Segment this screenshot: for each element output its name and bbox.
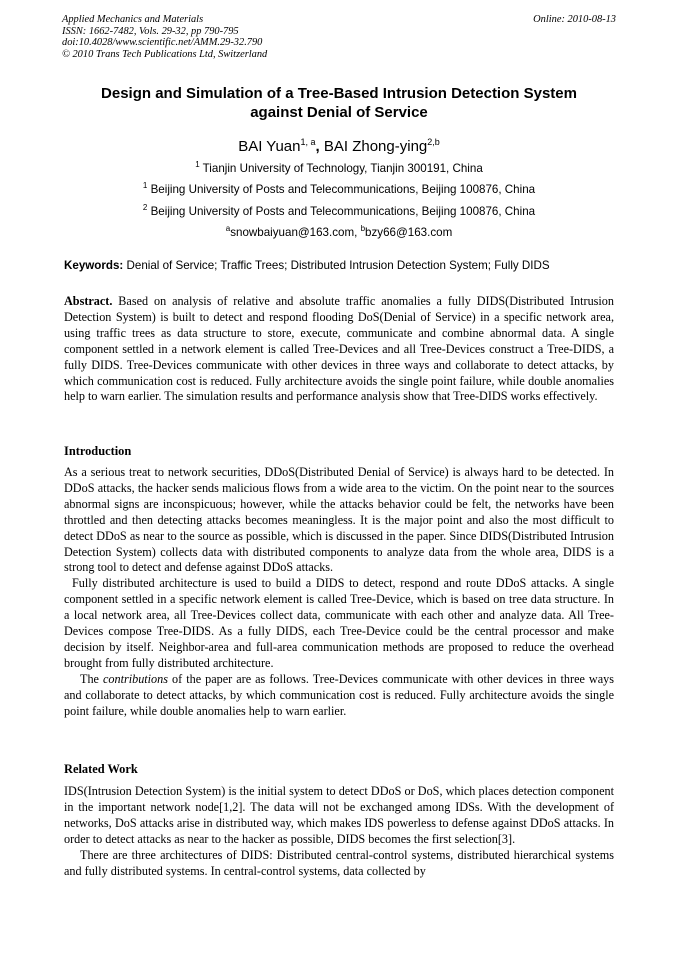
doi-line: doi:10.4028/www.scientific.net/AMM.29-32.790 — [62, 37, 263, 49]
affiliation-3-text: Beijing University of Posts and Telecommunications, Beijing 100876, China — [150, 204, 536, 218]
author-2: BAI Zhong-ying — [323, 138, 428, 155]
contributions-post: of the paper are as follows. Tree-Devices communicate with other devices in three ways and collaborate to detect attacks, by which communication cost is reduced. Fully architecture avoids the single point failure, while double anomalies help to warn earlier. — [64, 671, 614, 718]
contributions-pre: The — [80, 671, 103, 686]
affiliation-3-sup: 2 — [142, 203, 148, 212]
related-work-heading: Related Work — [64, 762, 138, 776]
affiliation-1 — [62, 158, 616, 176]
email-a: snowbaiyuan@163.com — [230, 225, 355, 239]
keywords-label: Keywords: — [64, 259, 124, 272]
paper-title — [62, 84, 616, 122]
affiliation-3 — [62, 201, 616, 219]
affiliation-1-text: Tianjin University of Technology, Tianjin 300191, China — [202, 161, 483, 175]
author-1: BAI Yuan — [238, 138, 301, 155]
affiliation-2-sup: 1 — [142, 181, 148, 190]
introduction-body — [64, 465, 614, 720]
related-work-paragraph-1: IDS(Intrusion Detection System) is the initial system to detect DDoS or DoS, which places detection component in the important network node[1,2]. The data will not be exchanged among IDSs. With the development of networks, DoS attacks arise in distributed way, which makes IDS powerless to defense against DDoS attacks. In order to detect attacks as near to the hacker as possible, DIDS becomes the first selection[3]. — [64, 784, 614, 846]
author-2-sup: 2,b — [427, 137, 440, 147]
journal-name: Applied Mechanics and Materials — [62, 14, 204, 25]
author-1-sup: 1, a — [300, 137, 316, 147]
keywords — [64, 259, 624, 273]
introduction-paragraph-3 — [64, 672, 614, 720]
related-work-body — [64, 784, 614, 879]
email-b-sup: b — [360, 224, 366, 233]
abstract — [64, 294, 614, 405]
author-emails — [62, 222, 616, 240]
copyright-line: © 2010 Trans Tech Publications Ltd, Switzerland — [62, 48, 268, 60]
contributions-emphasis: contributions — [102, 671, 168, 686]
introduction-paragraph-1: As a serious treat to network securities, DDoS(Distributed Denial of Service) is always hard to be detected. In DDoS attacks, the hacker sends malicious flows from a wide area to the victim. On the point near to the sources abnormal signs are inconspicuous; however, while the attacks behavior could be felt, the networks have been throttled and then detecting attacks becomes meaningless. It is the major point and also the most difficult to detect DDoS as near to the source as possible, which is discussed in the paper. Since DIDS(Distributed Intrusion Detection System) collects data with distributed components to analyze data from the whole area, DIDS is a strong tool to detect and defense against DDoS attacks. — [64, 465, 614, 575]
online-date: Online: 2010-08-13 — [533, 14, 616, 25]
journal-header — [62, 14, 616, 60]
email-separator: , — [354, 225, 361, 239]
introduction-paragraph-2: Fully distributed architecture is used to build a DIDS to detect, respond and route DDoS attacks. A single component settled in a specific network element is called Tree-Device, which is based on tree data structure. In a local network area, all Tree-Devices collect data, communicate with each other and analyze data. All Tree-Devices compose Tree-DIDS. As a fully DIDS, each Tree-Device could be the central processor and make decision by itself. Neighbor-area and full-area communication methods are proposed to reduce the overhead brought from fully distributed architecture. — [64, 576, 614, 670]
issn-line: ISSN: 1662-7482, Vols. 29-32, pp 790-795 — [62, 25, 239, 37]
email-b: bzy66@163.com — [365, 225, 453, 239]
affiliation-2 — [62, 179, 616, 197]
abstract-label: Abstract. — [64, 294, 113, 308]
title-line-2: against Denial of Service — [250, 104, 428, 121]
abstract-text: Based on analysis of relative and absolute traffic anomalies a fully DIDS(Distributed Intrusion Detection System) is built to detect and respond flooding DoS(Denial of Service) in a specific network area, using traffic trees as data structure to store, execute, communicate and combine abnormal data. A single component settled in a network element is called Tree-Devices and all Tree-Devices construct a Tree-DIDS, a fully DIDS. Tree-Devices communicate with other devices in three ways and collaborate to detect attacks, by which communication cost is reduced. Fully architecture avoids the single point failure, while double anomalies help to warn earlier. The simulation results and performance analysis show that Tree-DIDS works effectively. — [64, 294, 614, 404]
related-work-paragraph-2: There are three architectures of DIDS: Distributed central-control systems, distributed hierarchical systems and fully distributed systems. In central-control systems, data collected by — [64, 847, 614, 878]
title-line-1: Design and Simulation of a Tree-Based Intrusion Detection System — [101, 85, 577, 102]
affiliation-2-text: Beijing University of Posts and Telecommunications, Beijing 100876, China — [150, 182, 536, 196]
author-list — [62, 132, 616, 157]
affiliation-1-sup: 1 — [195, 160, 200, 169]
author-separator: , — [315, 138, 324, 155]
keywords-text: Denial of Service; Traffic Trees; Distributed Intrusion Detection System; Fully DIDS — [123, 259, 550, 272]
email-a-sup: a — [225, 224, 231, 233]
introduction-heading: Introduction — [64, 444, 132, 458]
